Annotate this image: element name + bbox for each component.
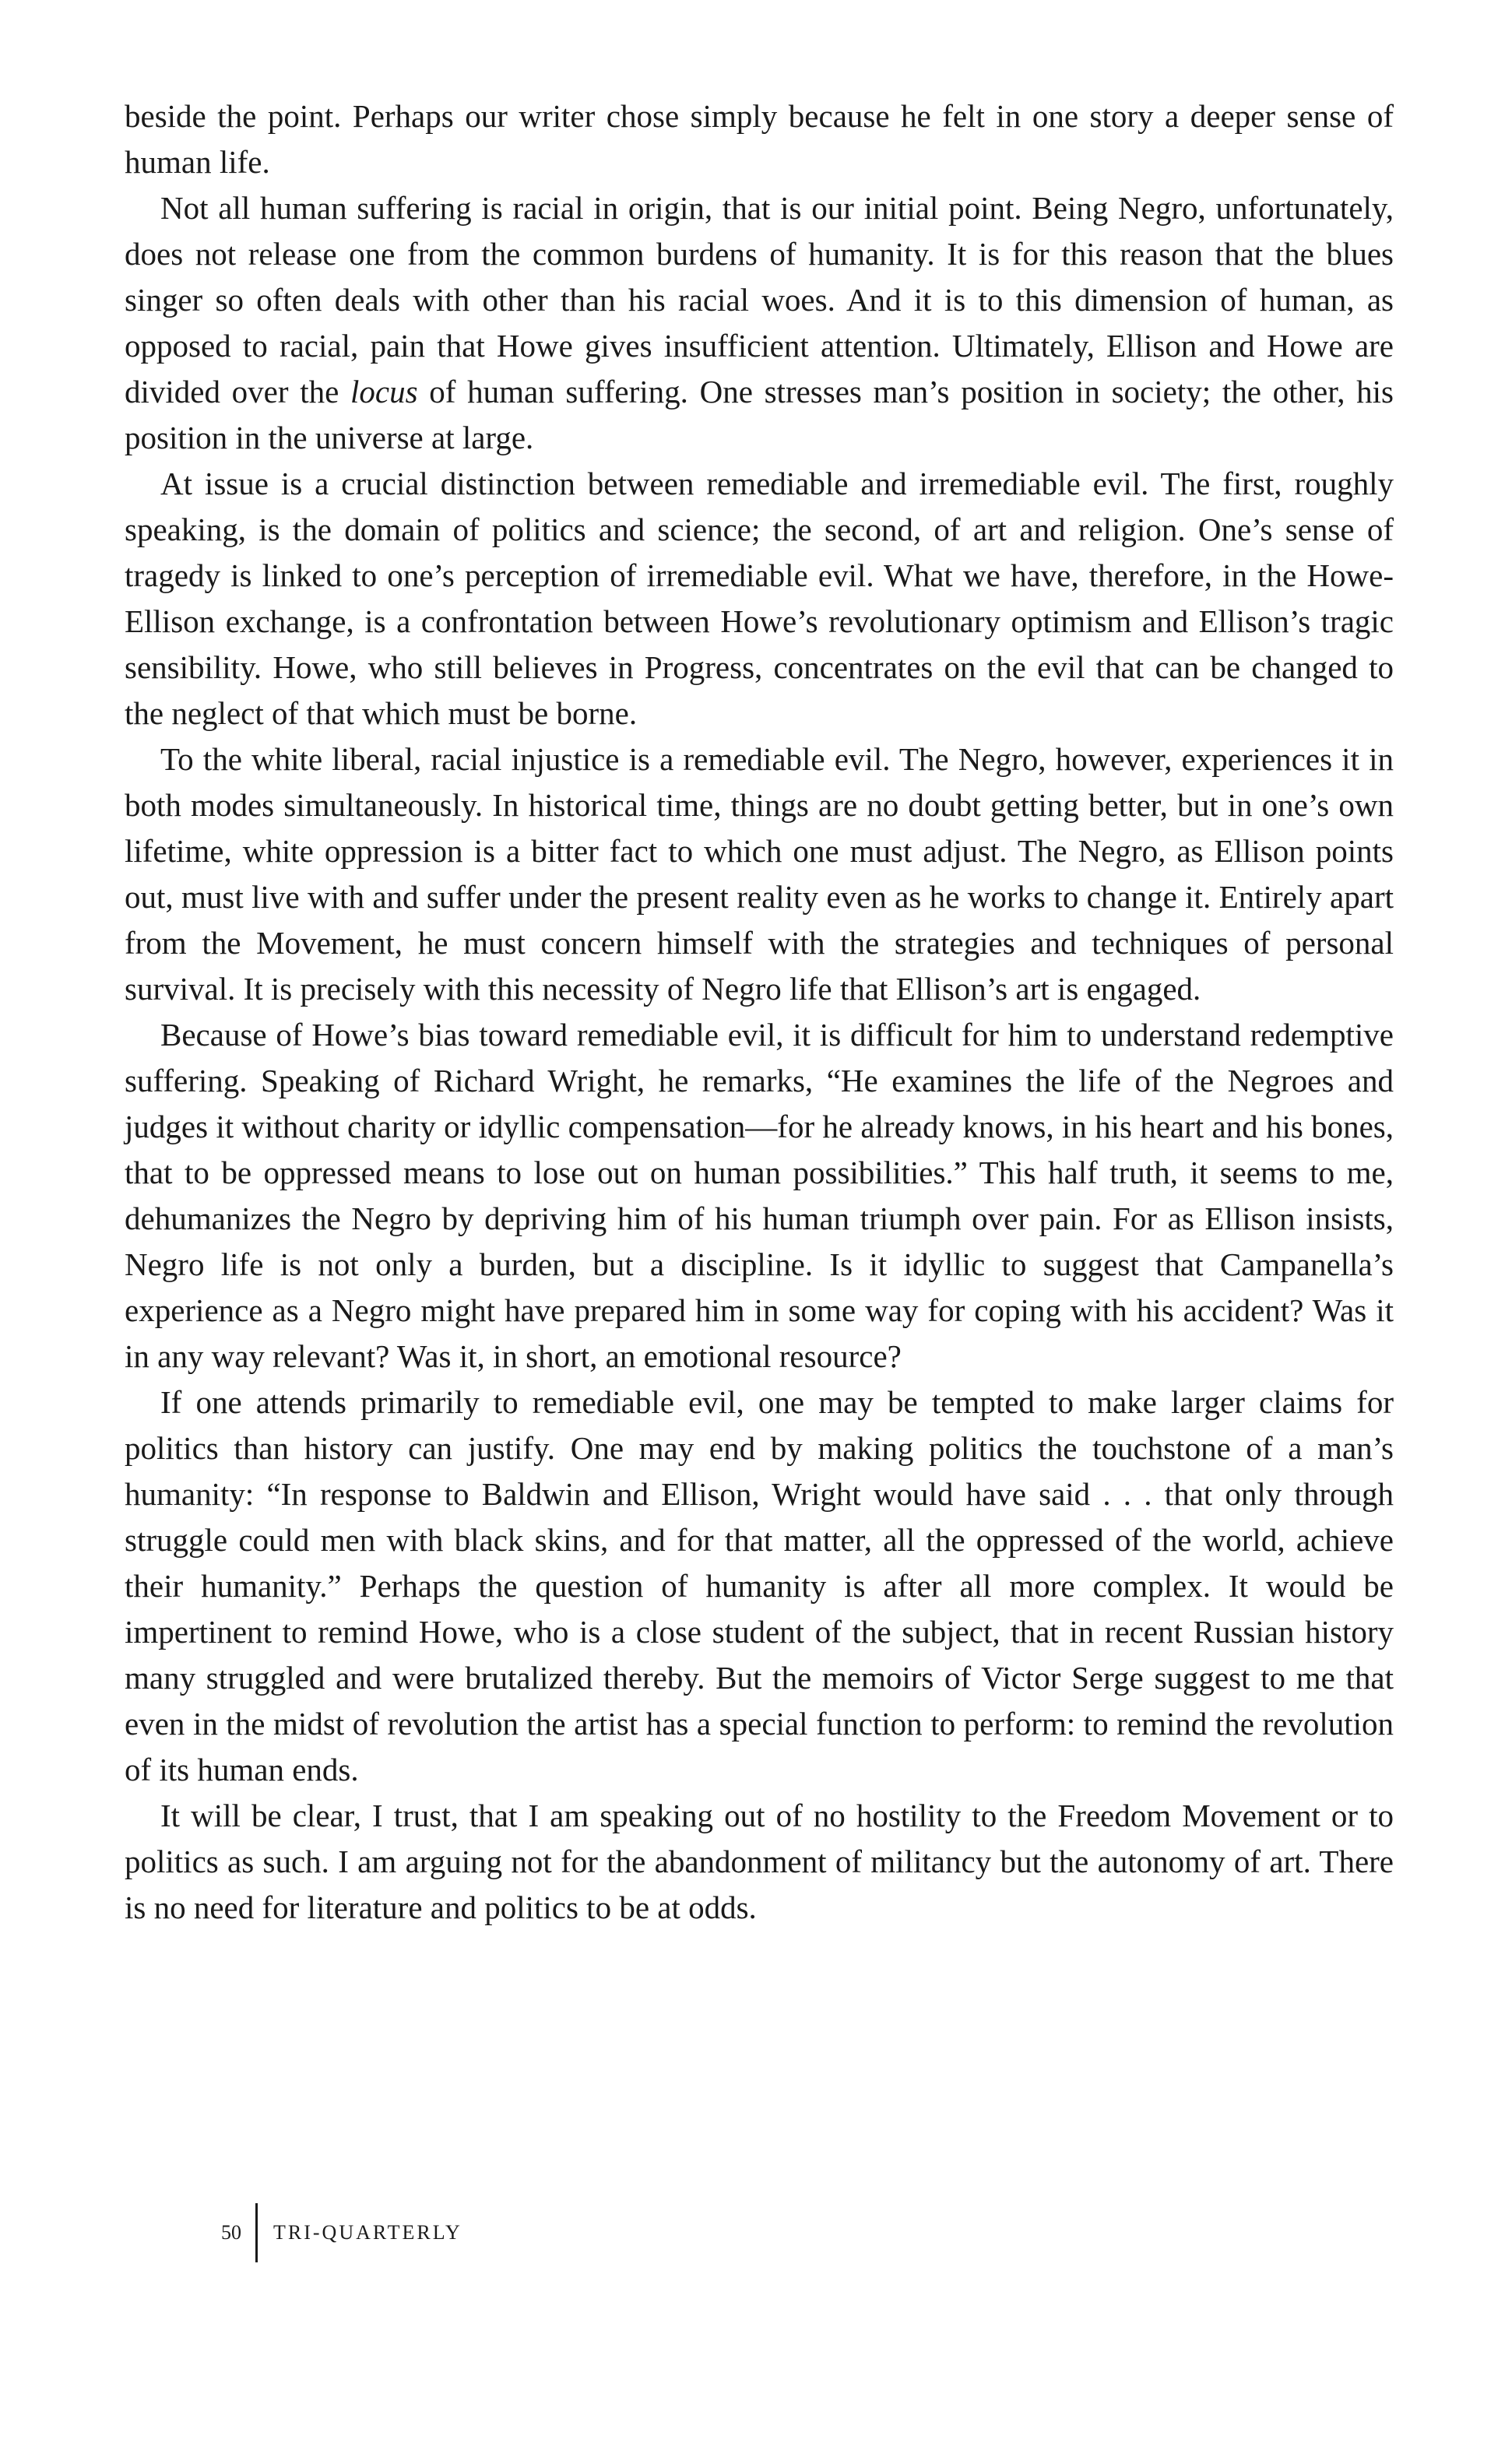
paragraph: Not all human suffering is racial in origin, that is our initial point. Being Negro, unfortunately, does not release one from the common burdens of humanity. It is for this reason that the blues singer so often deals with other than his racial woes. And it is to this dimension of human, as opposed to racial, pain that Howe gives insufficient attention. Ultimately, Ellison and Howe are divided over the locus of human suffering. One stresses man’s position in society; the other, his position in the universe at large. — [125, 190, 1394, 455]
journal-title: TRI-QUARTERLY — [273, 2221, 462, 2244]
paragraph: To the white liberal, racial injustice is a remediable evil. The Negro, however, experiences it in both modes simultaneously. In historical time, things are no doubt getting better, but in one’s own lifetime, white oppression is a bitter fact to which one must adjust. The Negro, as Ellison points out, must live with and suffer under the present reality even as he works to change it. Entirely apart from the Movement, he must concern himself with the strategies and techniques of personal survival. It is precisely with this necessity of Negro life that Ellison’s art is engaged. — [125, 741, 1394, 1007]
paragraph: beside the point. Perhaps our writer chose simply because he felt in one story a deeper sense of human life. — [125, 98, 1394, 180]
paragraph: It will be clear, I trust, that I am speaking out of no hostility to the Freedom Movement or to politics as such. I am arguing not for the abandonment of militancy but the autonomy of art. There is no need for literature and politics to be at odds. — [125, 1798, 1394, 1925]
article-body — [125, 93, 1394, 1931]
page-number: 50 — [221, 2221, 241, 2244]
paragraph: Because of Howe’s bias toward remediable evil, it is difficult for him to understand redemptive suffering. Speaking of Richard Wright, he remarks, “He examines the life of the Negroes and judges it without charity or idyllic compensation—for he already knows, in his heart and his bones, that to be oppressed means to lose out on human possibilities.” This half truth, it seems to me, dehumanizes the Negro by depriving him of his human triumph over pain. For as Ellison insists, Negro life is not only a burden, but a discipline. Is it idyllic to suggest that Campanella’s experience as a Negro might have prepared him in some way for coping with his accident? Was it in any way relevant? Was it, in short, an emotional resource? — [125, 1017, 1394, 1374]
paragraph: If one attends primarily to remediable evil, one may be tempted to make larger claims for politics than history can justify. One may end by making politics the touchstone of a man’s humanity: “In response to Baldwin and Ellison, Wright would have said . . . that only through struggle could men with black skins, and for that matter, all the oppressed of the world, achieve their humanity.” Perhaps the question of humanity is after all more complex. It would be impertinent to remind Howe, who is a close student of the subject, that in recent Russian history many struggled and were brutalized thereby. But the memoirs of Victor Serge suggest to me that even in the midst of revolution the artist has a special function to perform: to remind the revolution of its human ends. — [125, 1384, 1394, 1787]
emphasis-locus: locus — [350, 374, 418, 409]
page-footer — [221, 2203, 462, 2262]
paragraph: At issue is a crucial distinction between remediable and irremediable evil. The first, roughly speaking, is the domain of politics and science; the second, of art and religion. One’s sense of tragedy is linked to one’s perception of irremediable evil. What we have, therefore, in the Howe-Ellison exchange, is a confrontation between Howe’s revolutionary optimism and Ellison’s tragic sensibility. Howe, who still believes in Progress, concentrates on the evil that can be changed to the neglect of that which must be borne. — [125, 466, 1394, 731]
